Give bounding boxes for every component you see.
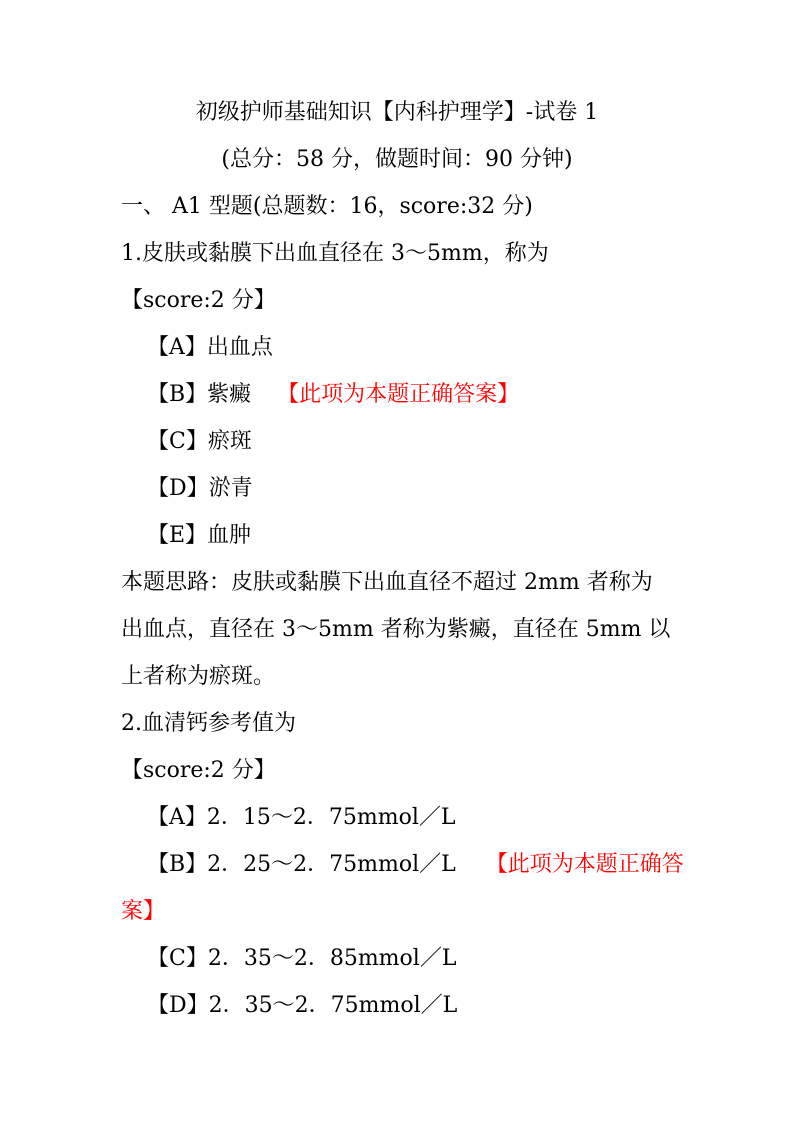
question-score: 【score:2 分】	[121, 288, 276, 313]
option-c: 【C】瘀斑	[147, 429, 252, 454]
question-stem: 1.皮肤或黏膜下出血直径在 3～5mm，称为	[121, 241, 549, 266]
option-c: 【C】2．35～2．85mmol／L	[147, 946, 457, 971]
option-a: 【A】出血点	[147, 335, 273, 360]
explanation-line: 出血点，直径在 3～5mm 者称为紫癜，直径在 5mm 以	[121, 617, 671, 642]
option-a: 【A】2．15～2．75mmol／L	[147, 805, 456, 830]
question-stem: 2.血清钙参考值为	[121, 711, 296, 736]
option-d: 【D】淤青	[147, 476, 253, 501]
correct-answer-label: 【此项为本题正确答	[485, 852, 684, 877]
correct-answer-label-continued: 案】	[121, 899, 166, 924]
option-b-text: 【B】紫癜	[147, 382, 252, 407]
explanation-line: 上者称为瘀斑。	[121, 664, 276, 689]
correct-answer-label: 【此项为本题正确答案】	[277, 382, 520, 407]
option-d: 【D】2．35～2．75mmol／L	[147, 993, 458, 1018]
option-e: 【E】血肿	[147, 523, 252, 548]
option-b-text: 【B】2．25～2．75mmol／L	[147, 852, 456, 877]
option-b	[147, 850, 684, 880]
document-subtitle: (总分：58 分，做题时间：90 分钟)	[221, 147, 573, 172]
explanation-line: 本题思路：皮肤或黏膜下出血直径不超过 2mm 者称为	[121, 570, 653, 595]
question-score: 【score:2 分】	[121, 758, 276, 783]
section-heading: 一、 A1 型题(总题数：16，score:32 分)	[121, 194, 533, 219]
option-b	[147, 380, 519, 410]
document-title: 初级护师基础知识【内科护理学】-试卷 1	[195, 100, 599, 125]
